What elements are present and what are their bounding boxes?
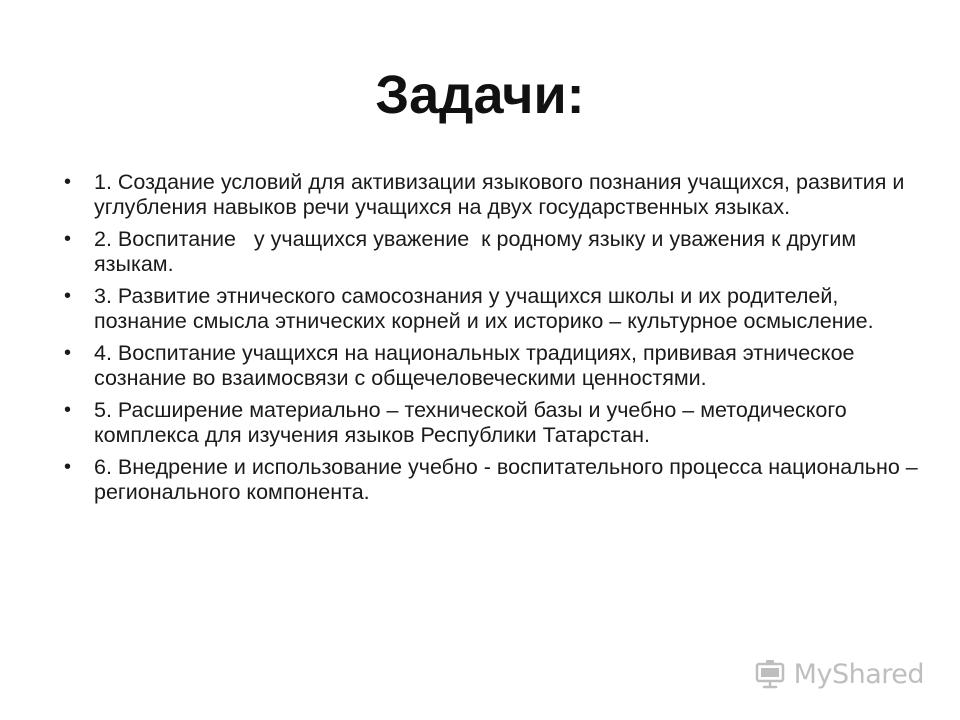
watermark-logo xyxy=(754,656,924,692)
task-text: 3. Развитие этнического самосознания у учащихся школы и их родителей, познание смысла этнических корней и их историко – культурное осмысление. xyxy=(94,284,874,333)
bullet-icon: • xyxy=(64,456,72,478)
watermark-text: MyShared xyxy=(793,658,924,690)
bullet-icon: • xyxy=(64,342,72,364)
task-text: 2. Воспитание у учащихся уважение к родному языку и уважения к другим языкам. xyxy=(94,227,863,276)
list-item xyxy=(64,341,924,391)
task-list xyxy=(64,170,924,512)
bullet-icon: • xyxy=(64,228,72,250)
slide-title: Задачи: xyxy=(375,65,585,125)
bullet-icon: • xyxy=(64,171,72,193)
bullet-icon: • xyxy=(64,285,72,307)
list-item xyxy=(64,170,924,220)
bullet-icon: • xyxy=(64,399,72,421)
list-item xyxy=(64,227,924,277)
list-item xyxy=(64,284,924,334)
task-text: 5. Расширение материально – технической базы и учебно – методического комплекса для изучения языков Республики Татарстан. xyxy=(94,398,853,447)
task-text: 4. Воспитание учащихся на национальных традициях, прививая этническое сознание во взаимосвязи с общечеловеческими ценностями. xyxy=(94,341,861,390)
task-text: 6. Внедрение и использование учебно - воспитательного процесса национально – регионального компонента. xyxy=(94,455,924,504)
list-item xyxy=(64,455,924,505)
task-text: 1. Создание условий для активизации языкового познания учащихся, развития и углубления навыков речи учащихся на двух государственных языках. xyxy=(94,170,911,219)
list-item xyxy=(64,398,924,448)
projector-screen-icon xyxy=(754,658,786,690)
